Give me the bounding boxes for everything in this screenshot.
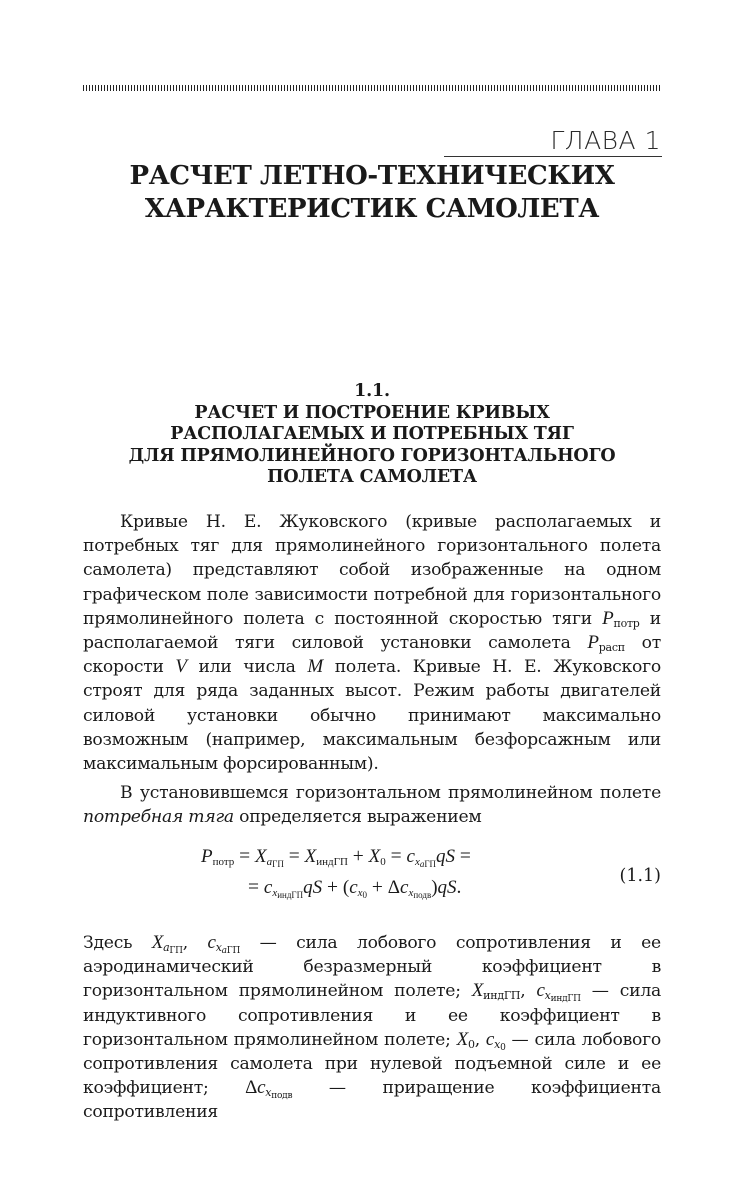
chapter-title-line: РАСЧЕТ ЛЕТНО-ТЕХНИЧЕСКИХ xyxy=(129,161,615,191)
math-symbol: c xyxy=(263,877,273,898)
math-symbol: P xyxy=(587,632,599,654)
math-symbol: c xyxy=(257,1077,266,1099)
math-symbol: c xyxy=(349,877,358,898)
math-subscript: индГП xyxy=(316,856,348,868)
text-run: , xyxy=(182,933,208,953)
text-run: , xyxy=(520,981,537,1002)
decorative-header-rule xyxy=(83,85,661,91)
text-run: — сила индуктивного сопротивления и ее коэффициент в горизонтальном прямолинейном полете; xyxy=(83,981,661,1050)
math-subscript: расп xyxy=(598,641,625,655)
math-symbol: c xyxy=(207,932,216,953)
math-subscript: подв xyxy=(413,890,432,900)
math-operator: + xyxy=(367,877,388,898)
math-symbol: P xyxy=(201,846,213,867)
math-subscript: 0 xyxy=(467,1037,475,1051)
math-subscript: индГП xyxy=(483,989,521,1003)
math-symbol: P xyxy=(602,607,614,629)
math-subscript: x xyxy=(265,1086,272,1100)
math-operator: = xyxy=(283,846,305,867)
math-symbol: c xyxy=(400,877,409,898)
math-subscript: 0 xyxy=(500,1042,506,1053)
math-subscript: ГП xyxy=(226,946,241,956)
math-operator: + xyxy=(322,877,343,898)
math-symbol: X xyxy=(368,846,381,867)
math-subscript: 0 xyxy=(380,856,386,868)
text-run: — приращение коэффициента сопротивления xyxy=(83,1078,661,1123)
text-run: Здесь xyxy=(83,933,152,953)
math-subscript: x xyxy=(414,856,420,868)
math-symbol: qS xyxy=(437,877,457,898)
section-title-line: ПОЛЕТА САМОЛЕТА xyxy=(267,467,477,487)
emphasis-term: потребная тяга xyxy=(83,807,234,828)
math-symbol: X xyxy=(151,932,164,953)
math-operator: + xyxy=(347,846,369,867)
text-run: В установившемся горизонтальном прямолинейном полете xyxy=(120,783,661,803)
chapter-title-line: ХАРАКТЕРИСТИК САМОЛЕТА xyxy=(144,194,600,224)
section-heading xyxy=(83,381,661,489)
math-symbol: X xyxy=(456,1028,468,1050)
paragraph-text xyxy=(83,781,661,829)
math-subscript: потр xyxy=(212,856,235,868)
chapter-label-underline xyxy=(444,156,662,157)
math-symbol: Δ xyxy=(245,1077,258,1099)
formula-line-1 xyxy=(201,846,471,868)
math-subscript: ГП xyxy=(169,946,183,956)
math-subscript: x xyxy=(408,887,414,899)
math-operator: ) xyxy=(431,877,438,898)
math-subscript: индГП xyxy=(277,890,304,900)
math-subscript: 0 xyxy=(362,890,368,900)
math-subscript: x xyxy=(215,941,222,954)
math-subscript: индГП xyxy=(550,994,581,1005)
math-symbol: c xyxy=(536,980,545,1002)
math-subscript: потр xyxy=(613,616,640,630)
math-subscript: ГП xyxy=(272,859,284,869)
text-run: полета. Кривые Н. Е. Жуковского строят для ряда заданных высот. Режим работы двигателей силовой установки обычно принимают максимально возможным (например, максимальным безфорсажным или максимальным форсированным). xyxy=(83,657,661,775)
math-subscript: x xyxy=(494,1037,501,1051)
paragraph-text xyxy=(83,931,661,1125)
math-symbol: V xyxy=(175,656,187,678)
text-run: определяется выражением xyxy=(233,807,482,828)
math-subscript: a xyxy=(266,856,273,868)
math-subscript: a xyxy=(221,946,227,956)
text-run: — сила лобового сопротивления самолета при нулевой подъемной силе и ее коэффициент; xyxy=(83,1029,661,1099)
text-run: , xyxy=(474,1029,486,1050)
chapter-title xyxy=(83,160,661,226)
section-title-line: РАСПОЛАГАЕМЫХ И ПОТРЕБНЫХ ТЯГ xyxy=(170,424,574,444)
math-operator: ( xyxy=(342,877,350,898)
math-operator: . xyxy=(456,877,462,898)
math-subscript: a xyxy=(419,859,425,869)
text-run: от скорости xyxy=(83,633,661,678)
math-operator: = xyxy=(234,846,256,867)
math-symbol: X xyxy=(255,846,267,867)
paragraph-zhukovsky-curves xyxy=(83,510,661,776)
math-subscript: x xyxy=(544,989,551,1003)
text-run: или числа xyxy=(186,657,308,678)
text-run: — сила лобового сопротивления и ее аэродинамический безразмерный коэффициент в горизонтальном прямолинейном полете; xyxy=(83,933,661,1002)
math-subscript: a xyxy=(163,941,170,954)
math-symbol: Δ xyxy=(387,877,400,898)
math-symbol: c xyxy=(485,1028,495,1050)
math-subscript: x xyxy=(272,887,278,899)
math-operator: = xyxy=(385,846,407,867)
paragraph-required-thrust xyxy=(83,781,661,829)
section-title-line: РАСЧЕТ И ПОСТРОЕНИЕ КРИВЫХ xyxy=(194,402,550,423)
math-symbol: M xyxy=(307,656,323,678)
text-run: Кривые Н. Е. Жуковского (кривые располагаемых и потребных тяг для прямолинейного горизонтального полета самолета) представляют собой изображенные на одном графическом поле зависимости потребной для горизонтального прямолинейного полета с постоянной скоростью тяги xyxy=(83,512,661,629)
math-symbol: qS xyxy=(303,877,323,898)
math-operator: = xyxy=(248,877,264,898)
section-title-line: ДЛЯ ПРЯМОЛИНЕЙНОГО ГОРИЗОНТАЛЬНОГО xyxy=(128,445,616,466)
paragraph-text xyxy=(83,510,661,776)
math-symbol: X xyxy=(471,980,484,1002)
math-operator: = xyxy=(455,846,471,867)
math-symbol: c xyxy=(406,846,415,867)
math-subscript: ГП xyxy=(424,859,437,869)
text-run: и располагаемой тяги силовой установки самолета xyxy=(83,608,661,654)
math-subscript: подв xyxy=(271,1091,293,1102)
chapter-label: ГЛАВА 1 xyxy=(550,126,661,155)
math-symbol: X xyxy=(304,846,317,867)
formula-line-2 xyxy=(248,877,461,899)
paragraph-notation xyxy=(83,931,661,1125)
section-number: 1.1. xyxy=(354,381,390,401)
math-subscript: x xyxy=(357,887,363,899)
equation-number: (1.1) xyxy=(619,866,661,886)
math-symbol: qS xyxy=(436,846,456,867)
